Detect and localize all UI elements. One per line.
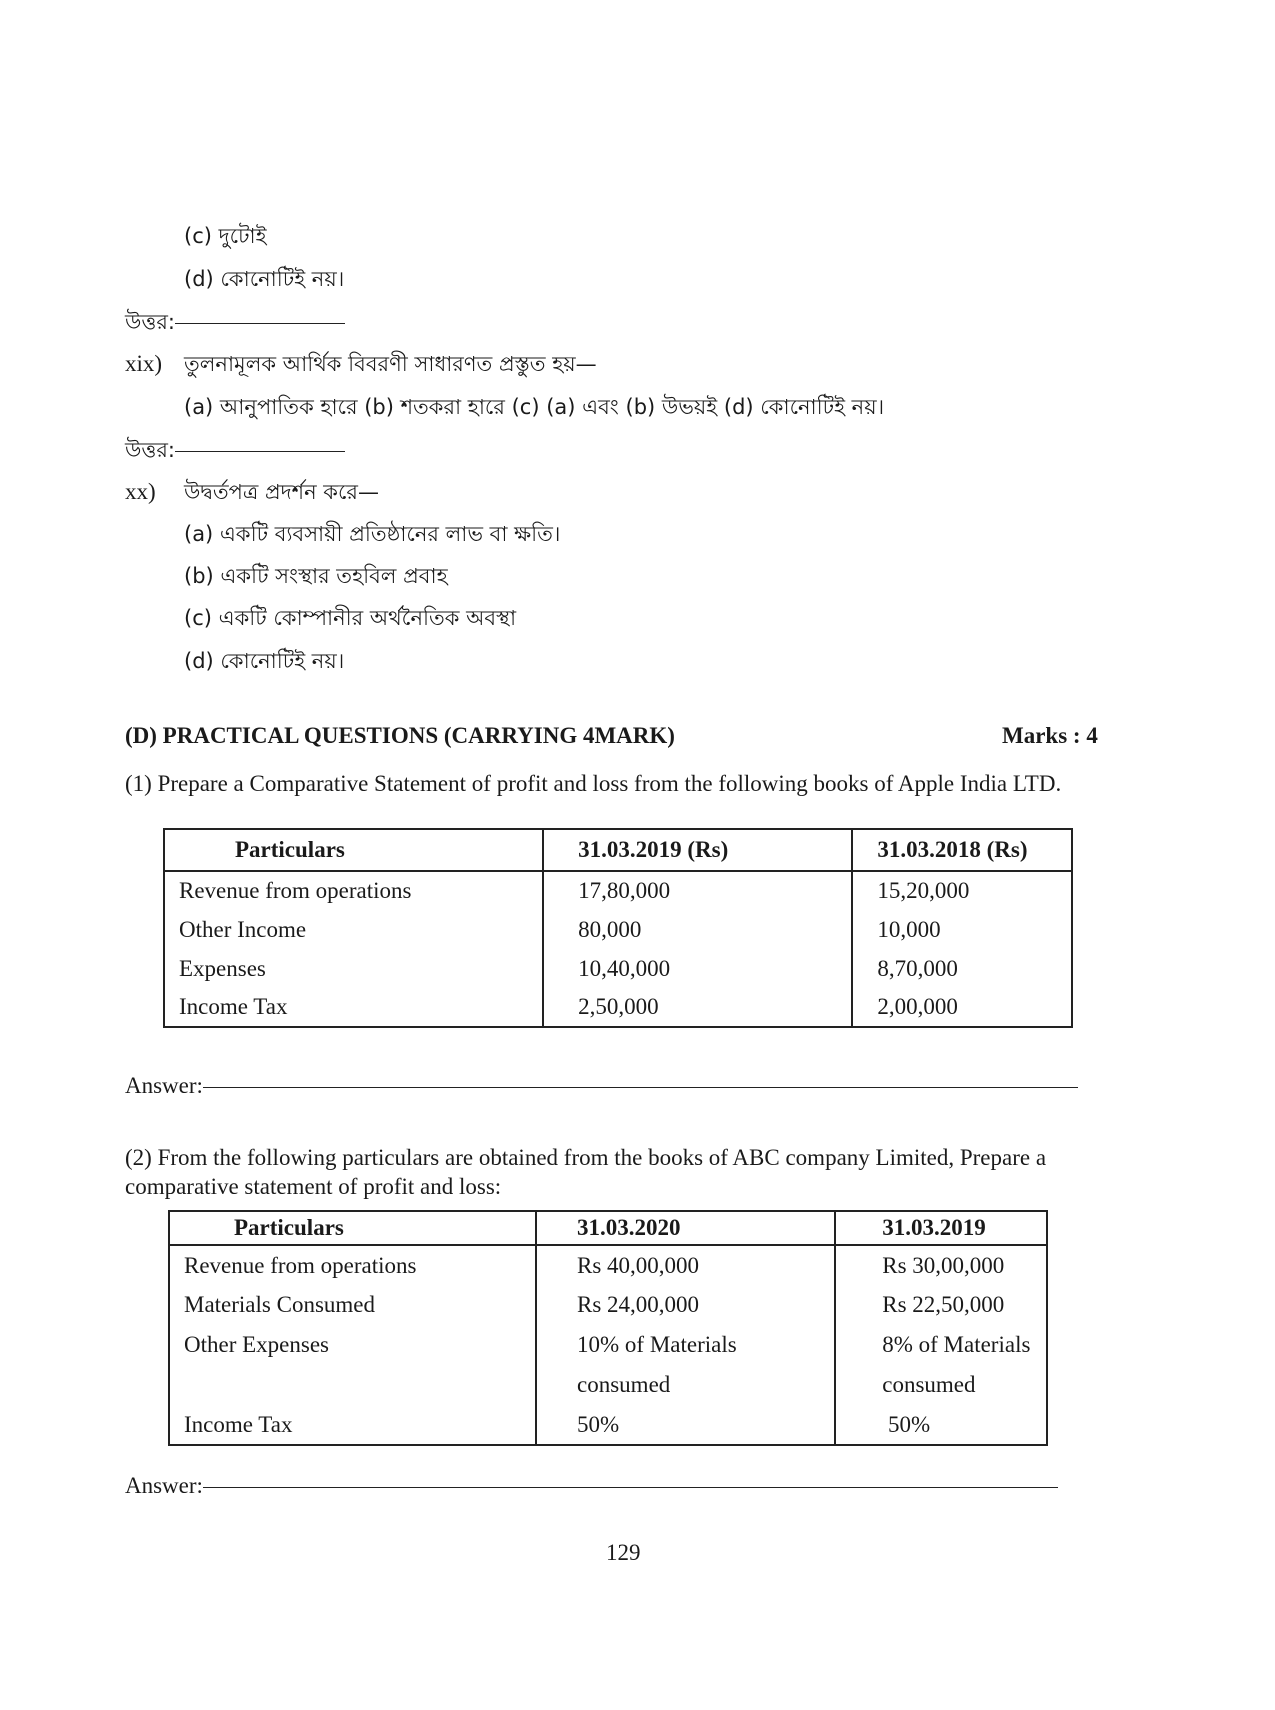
cell: Materials Consumed <box>169 1285 536 1325</box>
header-particulars: Particulars <box>164 829 543 871</box>
table-header-row <box>164 829 1072 871</box>
table-row <box>169 1245 1047 1285</box>
q20-option-d: (d) কোনোটিই নয়। <box>184 649 345 673</box>
cell: Rs 40,00,000 <box>536 1245 835 1285</box>
q20-option-a: (a) একটি ব্যবসায়ী প্রতিষ্ঠানের লাভ বা ক্ষতি। <box>184 522 561 546</box>
cell: Expenses <box>164 949 543 988</box>
q20-question: উদ্বর্তপত্র প্রদর্শন করে— <box>184 480 379 504</box>
answer-label: উত্তর: <box>125 438 176 462</box>
p1-answer-line <box>125 1072 1078 1100</box>
cell: 10,40,000 <box>543 949 852 988</box>
page-number: 129 <box>606 1540 641 1565</box>
cell <box>169 1365 536 1405</box>
cell: 50% <box>536 1405 835 1445</box>
header-2020: 31.03.2020 <box>536 1211 835 1245</box>
cell: Rs 22,50,000 <box>835 1285 1047 1325</box>
cell: 10% of Materials <box>536 1325 835 1365</box>
q20-option-b: (b) একটি সংস্থার তহবিল প্রবাহ <box>184 564 448 588</box>
q19-number: xix) <box>125 351 163 376</box>
cell: 2,50,000 <box>543 988 852 1027</box>
section-heading: (D) PRACTICAL QUESTIONS (CARRYING 4MARK) <box>125 723 675 748</box>
cell: Income Tax <box>169 1405 536 1445</box>
q19-question: তুলনামূলক আর্থিক বিবরণী সাধারণত প্রস্তুত হয়— <box>184 352 597 376</box>
cell: 15,20,000 <box>852 871 1072 910</box>
table-row <box>169 1405 1047 1445</box>
option-c: (c) দুটোই <box>184 224 267 248</box>
option-d: (d) কোনোটিই নয়। <box>184 267 345 291</box>
cell: Rs 30,00,000 <box>835 1245 1047 1285</box>
q19-options: (a) আনুপাতিক হারে (b) শতকরা হারে (c) (a) এবং (b) উভয়ই (d) কোনোটিই নয়। <box>184 395 885 419</box>
cell: 80,000 <box>543 910 852 949</box>
cell: 17,80,000 <box>543 871 852 910</box>
table-row <box>169 1325 1047 1365</box>
p2-question-line2: comparative statement of profit and loss: <box>125 1174 502 1199</box>
answer-blank <box>175 451 345 452</box>
answer-line-18 <box>125 308 345 336</box>
answer-line-19 <box>125 436 345 464</box>
answer-label: Answer: <box>125 1073 203 1098</box>
p2-question-line1: (2) From the following particulars are obtained from the books of ABC company Limited, Prepare a <box>125 1145 1047 1170</box>
p2-answer-line <box>125 1472 1058 1500</box>
table-row <box>169 1365 1047 1405</box>
cell: consumed <box>835 1365 1047 1405</box>
table-row <box>164 988 1072 1027</box>
q20-option-c: (c) একটি কোম্পানীর অর্থনৈতিক অবস্থা <box>184 606 517 630</box>
table-row <box>164 949 1072 988</box>
table-row <box>164 910 1072 949</box>
section-marks: Marks : 4 <box>1002 723 1098 748</box>
cell: consumed <box>536 1365 835 1405</box>
answer-blank <box>203 1087 1078 1088</box>
cell: Other Expenses <box>169 1325 536 1365</box>
p1-question: (1) Prepare a Comparative Statement of profit and loss from the following books of Apple India LTD. <box>125 771 1062 796</box>
q20-number: xx) <box>125 479 156 504</box>
cell: Revenue from operations <box>164 871 543 910</box>
table-row <box>169 1285 1047 1325</box>
cell: Income Tax <box>164 988 543 1027</box>
cell: 2,00,000 <box>852 988 1072 1027</box>
header-2019: 31.03.2019 <box>835 1211 1047 1245</box>
cell: 8% of Materials <box>835 1325 1047 1365</box>
cell: Other Income <box>164 910 543 949</box>
cell: 8,70,000 <box>852 949 1072 988</box>
table-header-row <box>169 1211 1047 1245</box>
table-row <box>164 871 1072 910</box>
cell: Rs 24,00,000 <box>536 1285 835 1325</box>
cell: 10,000 <box>852 910 1072 949</box>
answer-label: Answer: <box>125 1473 203 1498</box>
answer-blank <box>203 1487 1058 1488</box>
header-2018: 31.03.2018 (Rs) <box>852 829 1072 871</box>
answer-label: উত্তর: <box>125 310 176 334</box>
answer-blank <box>175 323 345 324</box>
header-2019: 31.03.2019 (Rs) <box>543 829 852 871</box>
cell: Revenue from operations <box>169 1245 536 1285</box>
cell: 50% <box>835 1405 1047 1445</box>
p1-table <box>163 828 1073 1028</box>
p2-table <box>168 1210 1048 1446</box>
header-particulars: Particulars <box>169 1211 536 1245</box>
